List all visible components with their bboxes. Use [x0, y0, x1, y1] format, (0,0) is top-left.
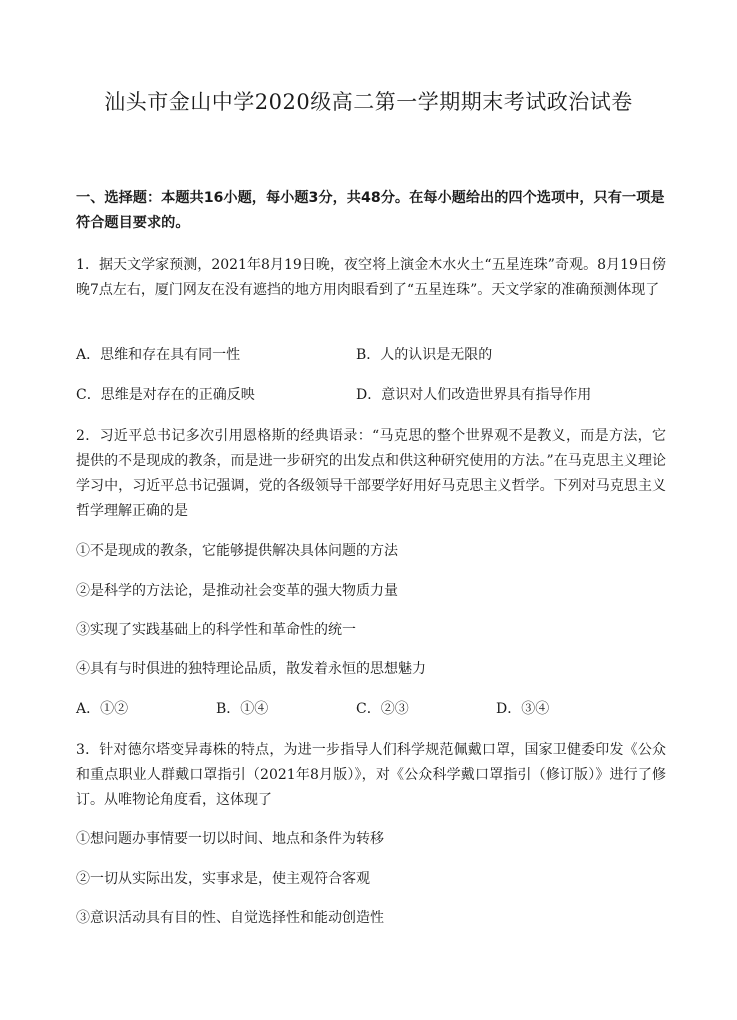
question-1-stem: 1．据天文学家预测，2021年8月19日晚，夜空将上演金木水火土“五星连珠”奇观。8月19日傍晚7点左右，厦门网友在没有遮挡的地方用肉眼看到了“五星连珠”。天文学家的准确预测体现了 — [76, 257, 666, 298]
question-2-option-b: B．①④ — [216, 701, 269, 717]
question-1-option-c: C．思维是对存在的正确反映 — [76, 387, 255, 403]
question-1-option-d: D．意识对人们改造世界具有指导作用 — [356, 387, 592, 403]
question-2-item-4: ④具有与时俱进的独特理论品质，散发着永恒的思想魅力 — [76, 661, 426, 677]
question-3-stem: 3．针对德尔塔变异毒株的特点，为进一步指导人们科学规范佩戴口罩，国家卫健委印发《公众和重点职业人群戴口罩指引（2021年8月版）》，对《公众科学戴口罩指引（修订版）》进行了修订。从唯物论角度看，这体现了 — [76, 742, 666, 808]
question-2-item-1: ①不是现成的教条，它能够提供解决具体问题的方法 — [76, 543, 398, 559]
question-1-option-b: B．人的认识是无限的 — [356, 347, 493, 363]
question-2-option-a: A．①② — [76, 701, 129, 717]
question-1-option-a: A．思维和存在具有同一性 — [76, 347, 241, 363]
question-2-stem: 2．习近平总书记多次引用恩格斯的经典语录：“马克思的整个世界观不是教义，而是方法，它提供的不是现成的教条，而是进一步研究的出发点和供这种研究使用的方法。”在马克思主义理论学习中，习近平总书记强调，党的各级领导干部要学好用好马克思主义哲学。下列对马克思主义哲学理解正确的是 — [76, 428, 666, 519]
question-2-option-c: C．②③ — [356, 701, 409, 717]
question-2-option-d: D．③④ — [496, 701, 550, 717]
question-3-item-1: ①想问题办事情要一切以时间、地点和条件为转移 — [76, 831, 384, 847]
question-3-item-3: ③意识活动具有目的性、自觉选择性和能动创造性 — [76, 910, 384, 926]
question-3-item-2: ②一切从实际出发，实事求是，使主观符合客观 — [76, 871, 370, 887]
page-title: 汕头市金山中学2020级高二第一学期期末考试政治试卷 — [104, 90, 633, 114]
question-2-item-2: ②是科学的方法论，是推动社会变革的强大物质力量 — [76, 583, 398, 599]
section-heading: 一、选择题：本题共16小题，每小题3分，共48分。在每小题给出的四个选项中，只有一项是符合题目要求的。 — [76, 190, 665, 231]
question-2-item-3: ③实现了实践基础上的科学性和革命性的统一 — [76, 622, 356, 638]
